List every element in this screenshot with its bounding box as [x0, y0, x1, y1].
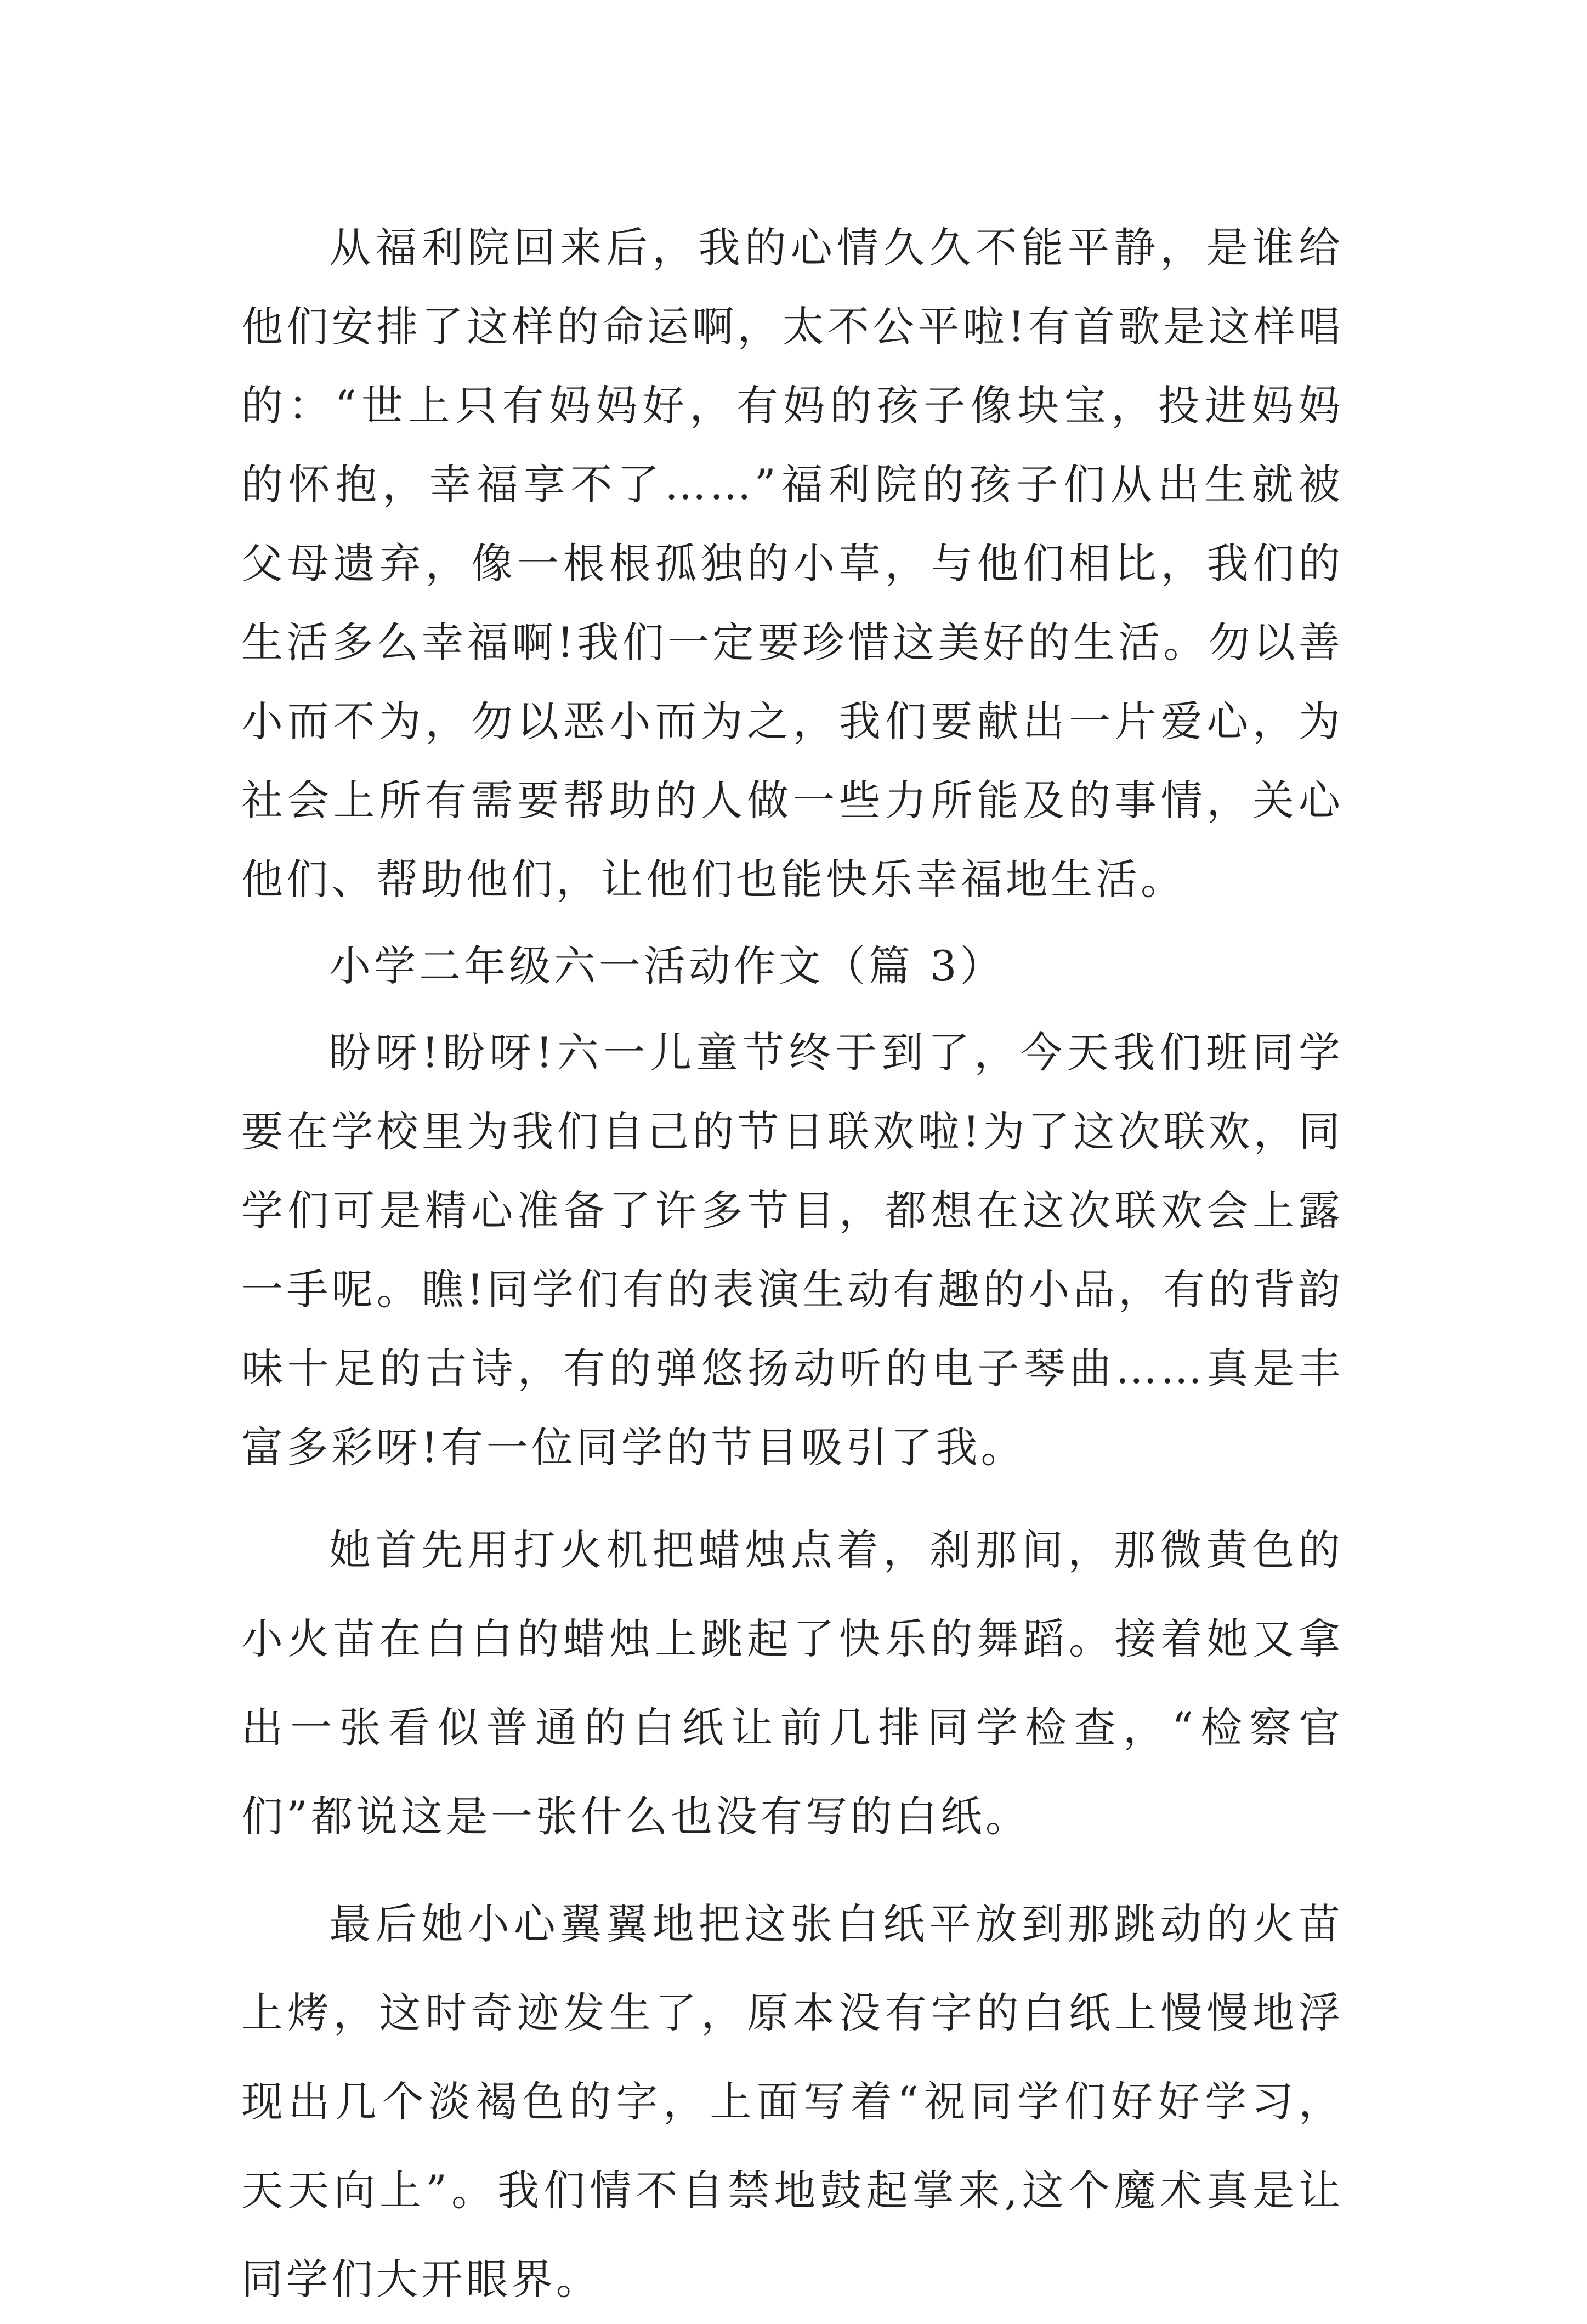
document-body: [241, 208, 1344, 2324]
paragraph-welfare-home: 从福利院回来后，我的心情久久不能平静，是谁给他们安排了这样的命运啊，太不公平啦!有首歌是这样唱的：“世上只有妈妈好，有妈的孩子像块宝，投进妈妈的怀抱，幸福享不了……”福利院的孩子们从出生就被父母遗弃，像一根根孤独的小草，与他们相比，我们的生活多么幸福啊!我们一定要珍惜这美好的生活。勿以善小而不为，勿以恶小而为之，我们要献出一片爱心，为社会上所有需要帮助的人做一些力所能及的事情，关心他们、帮助他们，让他们也能快乐幸福地生活。: [241, 223, 1344, 904]
section-title: 小学二年级六一活动作文（篇 3）: [329, 942, 1005, 990]
paragraph-candle: 她首先用打火机把蜡烛点着，刹那间，那微黄色的小火苗在白白的蜡烛上跳起了快乐的舞蹈。接着她又拿出一张看似普通的白纸让前几排同学检查，“检察官们”都说这是一张什么也没有写的白纸。: [241, 1526, 1344, 1841]
paragraph-childrens-day: 盼呀!盼呀!六一儿童节终于到了，今天我们班同学要在学校里为我们自己的节日联欢啦!为了这次联欢，同学们可是精心准备了许多节目，都想在这次联欢会上露一手呢。瞧!同学们有的表演生动有趣的小品，有的背韵味十足的古诗，有的弹悠扬动听的电子琴曲……真是丰富多彩呀!有一位同学的节目吸引了我。: [241, 1028, 1344, 1472]
paragraph-magic-trick: 最后她小心翼翼地把这张白纸平放到那跳动的火苗上烤，这时奇迹发生了，原本没有字的白纸上慢慢地浮现出几个淡褐色的字，上面写着“祝同学们好好学习，天天向上”。我们情不自禁地鼓起掌来,这个魔术真是让同学们大开眼界。: [241, 1900, 1344, 2304]
